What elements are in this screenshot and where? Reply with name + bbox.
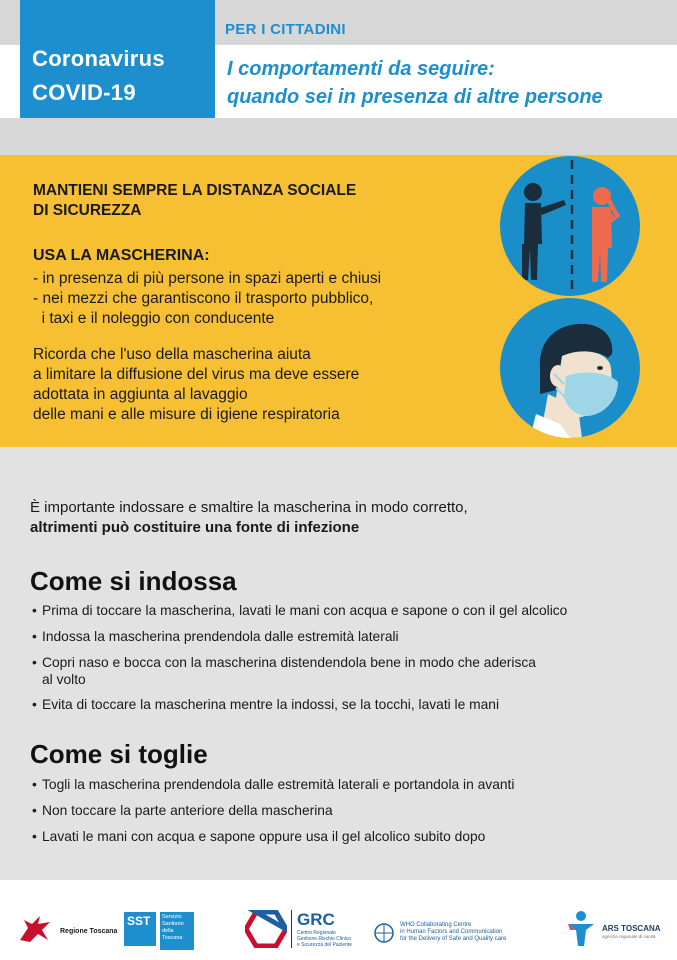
who-text xyxy=(400,922,530,943)
remove-item: • Lavati le mani con acqua e sapone oppure usa il gel alcolico subito dopo xyxy=(32,829,486,844)
sst-text xyxy=(160,912,194,950)
title-line-1: Coronavirus xyxy=(32,46,165,71)
mask-heading: USA LA MASCHERINA: xyxy=(33,247,210,264)
grc-divider xyxy=(291,910,292,948)
grc-abbrev: GRC xyxy=(297,910,335,929)
sst-mark xyxy=(124,912,156,946)
regione-toscana-logo xyxy=(18,914,118,949)
sst-text-line: Servizio xyxy=(162,914,182,920)
grc-text-line: Centro Regionale xyxy=(297,930,336,936)
ars-figure-icon xyxy=(566,910,596,948)
sst-text-line: Toscana xyxy=(162,935,183,941)
ars-logo xyxy=(566,910,661,953)
mask-note-line: adottata in aggiunta al lavaggio xyxy=(33,386,248,403)
header-right xyxy=(215,0,677,118)
grc-text-line: Gestione Rischio Clinico xyxy=(297,936,352,942)
title-box xyxy=(20,0,215,118)
mask-note-line: delle mani e alle misure di igiene respiratoria xyxy=(33,406,340,423)
wear-item-text: Copri naso e bocca con la mascherina distendendola bene in modo che aderisca xyxy=(42,655,536,670)
remove-item-text: Togli la mascherina prendendola dalle estremità laterali e portandola in avanti xyxy=(42,777,515,792)
subtitle-box xyxy=(225,48,665,118)
instructions-section xyxy=(0,447,677,880)
remove-item-text: Lavati le mani con acqua e sapone oppure usa il gel alcolico subito dopo xyxy=(42,829,486,844)
title-line-2: COVID-19 xyxy=(32,80,136,105)
wear-item-text: Evita di toccare la mascherina mentre la indossi, se la tocchi, lavati le mani xyxy=(42,697,500,712)
who-logo xyxy=(372,922,507,949)
grc-logo xyxy=(245,910,353,953)
mask-list-item: - nei mezzi che garantiscono il trasporto pubblico, xyxy=(33,290,374,307)
header-gray-strip xyxy=(0,118,677,155)
sst-text-line: Sanitario xyxy=(162,921,184,927)
intro-line-2: altrimenti può costituire una fonte di infezione xyxy=(30,519,360,536)
mask-list-item: i taxi e il noleggio con conducente xyxy=(33,310,275,327)
wear-item: • Copri naso e bocca con la mascherina distendendola bene in modo che aderisca xyxy=(32,655,536,670)
subtitle-line-2: quando sei in presenza di altre persone xyxy=(227,86,603,108)
remove-item: • Non toccare la parte anteriore della mascherina xyxy=(32,803,333,818)
who-text-line: for the Delivery of Safe and Quality care xyxy=(400,936,507,942)
mask-note xyxy=(33,345,453,425)
face-mask-icon xyxy=(500,298,640,438)
sst-text-line: della xyxy=(162,928,174,934)
who-text-line: in Human Factors and Communication xyxy=(400,929,503,935)
sst-abbrev: SST xyxy=(127,914,151,928)
wear-item: • Prima di toccare la mascherina, lavati le mani con acqua e sapone o con il gel alcolico xyxy=(32,603,568,618)
grc-text xyxy=(297,930,367,948)
mask-note-line: Ricorda che l'uso della mascherina aiuta xyxy=(33,346,311,363)
mask-note-line: a limitare la diffusione del virus ma deve essere xyxy=(33,366,360,383)
ars-sublabel: agenzia regionale di sanità xyxy=(602,934,656,939)
wear-item-text: Indossa la mascherina prendendola dalle estremità laterali xyxy=(42,629,399,644)
remove-title: Come si toglie xyxy=(30,739,208,769)
subtitle-line-1: I comportamenti da seguire: xyxy=(227,58,495,80)
wear-item-text: al volto xyxy=(42,672,86,687)
who-emblem-icon xyxy=(372,922,396,944)
distance-heading xyxy=(33,181,453,221)
wear-title: Come si indossa xyxy=(30,566,237,596)
wear-item-text: Prima di toccare la mascherina, lavati le mani con acqua e sapone o con il gel alcolico xyxy=(42,603,568,618)
distance-heading-line-2: DI SICUREZZA xyxy=(33,202,142,219)
grc-text-line: e Sicurezza del Paziente xyxy=(297,942,353,948)
wear-item: • Evita di toccare la mascherina mentre la indossi, se la tocchi, lavati le mani xyxy=(32,697,500,712)
regione-label: Regione Toscana xyxy=(60,928,118,935)
remove-item: • Togli la mascherina prendendola dalle estremità laterali e portandola in avanti xyxy=(32,777,515,792)
audience-label: PER I CITTADINI xyxy=(225,21,346,38)
wear-item-continuation xyxy=(32,671,652,688)
intro-line-1: È importante indossare e smaltire la mascherina in modo corretto, xyxy=(30,499,468,516)
mask-list-item: - in presenza di più persone in spazi aperti e chiusi xyxy=(33,270,382,287)
footer-logos xyxy=(0,880,677,960)
distance-heading-line-1: MANTIENI SEMPRE LA DISTANZA SOCIALE xyxy=(33,182,357,199)
wear-item: • Indossa la mascherina prendendola dalle estremità laterali xyxy=(32,629,399,644)
pegasus-icon xyxy=(18,914,54,944)
ars-label: ARS TOSCANA xyxy=(602,924,661,933)
mask-list xyxy=(33,269,473,329)
sst-logo xyxy=(124,912,204,948)
who-text-line: WHO Collaborating Centre xyxy=(400,922,472,928)
grc-hexagon-icon xyxy=(245,910,287,948)
remove-item-text: Non toccare la parte anteriore della mascherina xyxy=(42,803,333,818)
social-distance-icon xyxy=(500,156,640,296)
